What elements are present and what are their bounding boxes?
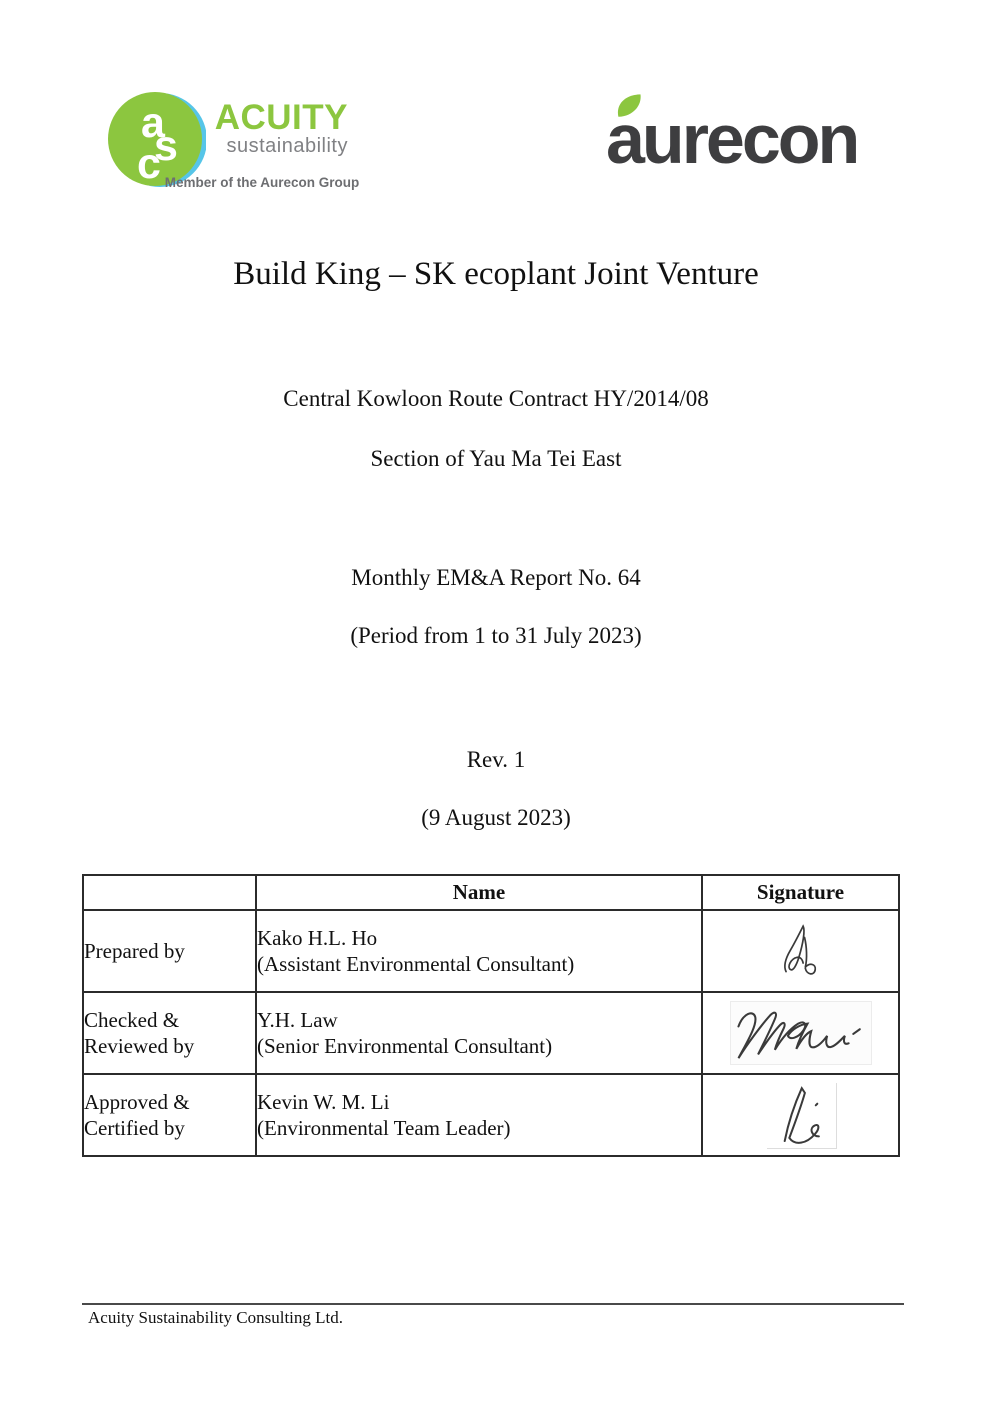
name-cell bbox=[256, 1074, 702, 1156]
footer-company: Acuity Sustainability Consulting Ltd. bbox=[88, 1308, 343, 1327]
signature-header-cell: Signature bbox=[702, 875, 899, 910]
table-row-approved-certified-by bbox=[83, 1074, 899, 1156]
monogram-letter-s: s bbox=[154, 122, 178, 170]
monogram-letter-a: a bbox=[141, 99, 165, 147]
report-period-line: (Period from 1 to 31 July 2023) bbox=[350, 623, 642, 648]
person-name: Kevin W. M. Li bbox=[257, 1089, 390, 1114]
table-row-prepared-by bbox=[83, 910, 899, 992]
report-number-line: Monthly EM&A Report No. 64 bbox=[351, 565, 641, 590]
role-cell: Checked & Reviewed by bbox=[83, 992, 256, 1074]
page-title: Build King – SK ecoplant Joint Venture bbox=[233, 256, 759, 292]
acuity-logo bbox=[106, 90, 358, 196]
approval-table bbox=[82, 874, 900, 1157]
person-name: Y.H. Law bbox=[257, 1007, 338, 1032]
acuity-member-line: Member of the Aurecon Group bbox=[164, 175, 360, 190]
aurecon-wordmark: aurecon bbox=[606, 100, 858, 178]
role-header-cell bbox=[83, 875, 256, 910]
signature-cell bbox=[702, 910, 899, 992]
signature-ho-image bbox=[776, 919, 826, 983]
acuity-name: ACUITY bbox=[214, 98, 348, 137]
signature-law-image bbox=[731, 1002, 871, 1064]
monogram-letter-c: c bbox=[137, 140, 161, 188]
acuity-wordmark bbox=[198, 100, 348, 156]
footer-divider bbox=[82, 1303, 904, 1305]
name-cell bbox=[256, 992, 702, 1074]
signature-li-image bbox=[766, 1082, 836, 1148]
table-row-checked-reviewed-by bbox=[83, 992, 899, 1074]
contract-line: Central Kowloon Route Contract HY/2014/08 bbox=[283, 386, 709, 411]
person-position: (Environmental Team Leader) bbox=[257, 1116, 511, 1140]
section-line: Section of Yau Ma Tei East bbox=[370, 446, 622, 471]
revision-date-line: (9 August 2023) bbox=[421, 805, 571, 830]
name-cell bbox=[256, 910, 702, 992]
role-cell: Prepared by bbox=[83, 910, 256, 992]
person-name: Kako H.L. Ho bbox=[257, 925, 378, 950]
person-position: (Assistant Environmental Consultant) bbox=[257, 952, 575, 976]
person-position: (Senior Environmental Consultant) bbox=[257, 1034, 553, 1058]
name-header-cell: Name bbox=[256, 875, 702, 910]
signature-cell bbox=[702, 1074, 899, 1156]
revision-line: Rev. 1 bbox=[466, 747, 526, 772]
approval-table-header-row bbox=[83, 875, 899, 910]
acuity-tagline: sustainability bbox=[226, 135, 348, 157]
aurecon-logo bbox=[606, 94, 886, 178]
role-cell: Approved & Certified by bbox=[83, 1074, 256, 1156]
signature-cell bbox=[702, 992, 899, 1074]
